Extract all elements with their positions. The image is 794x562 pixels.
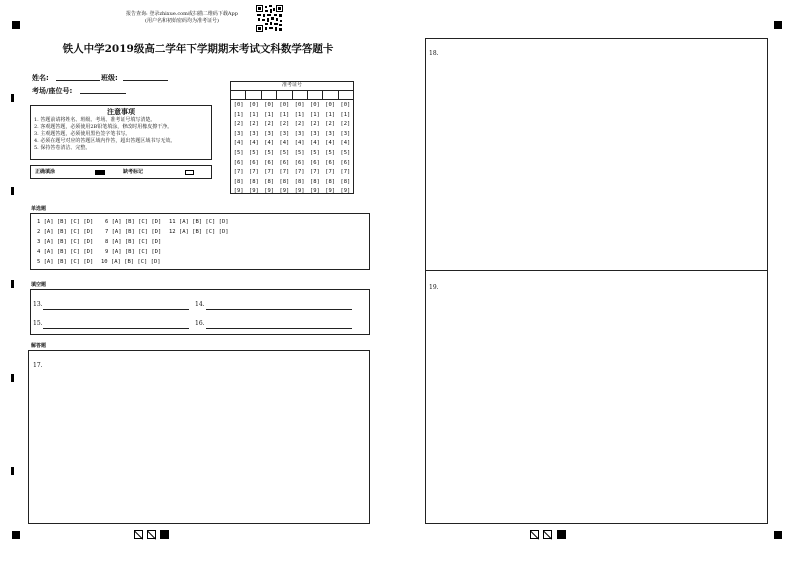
- exam-id-bubble[interactable]: [9]: [325, 188, 336, 195]
- exam-id-bubble[interactable]: [3]: [325, 130, 336, 137]
- corner-mark-tr: [774, 21, 782, 29]
- absent-mark-checkbox[interactable]: [185, 170, 194, 175]
- exam-id-column[interactable]: [247, 101, 261, 197]
- mc-question-4[interactable]: 4 [A] [B] [C] [D]: [37, 249, 94, 255]
- name-label: 姓名:: [32, 74, 49, 82]
- exam-id-bubble[interactable]: [7]: [294, 169, 305, 176]
- exam-id-bubble[interactable]: [8]: [264, 178, 275, 185]
- page-marker-slash-icon: [134, 530, 143, 539]
- mc-question-10[interactable]: 10 [A] [B] [C] [D]: [101, 259, 161, 265]
- exam-id-box: [230, 81, 354, 194]
- corner-mark-br: [774, 531, 782, 539]
- absent-mark-label: 缺考标记: [123, 169, 144, 175]
- exam-id-bubble[interactable]: [6]: [233, 159, 244, 166]
- exam-id-bubble[interactable]: [9]: [279, 188, 290, 195]
- exam-id-bubble[interactable]: [6]: [264, 159, 275, 166]
- fill-blank-box: [30, 289, 370, 335]
- exam-id-bubble[interactable]: [4]: [279, 140, 290, 147]
- exam-id-bubble[interactable]: [6]: [279, 159, 290, 166]
- exam-id-bubble[interactable]: [2]: [279, 121, 290, 128]
- exam-id-bubble[interactable]: [2]: [233, 121, 244, 128]
- exam-id-bubble[interactable]: [9]: [248, 188, 259, 195]
- room-seat-field[interactable]: [80, 93, 126, 94]
- exam-id-column[interactable]: [277, 101, 291, 197]
- exam-id-bubble[interactable]: [0]: [279, 102, 290, 108]
- q16-label: 16.: [195, 320, 205, 327]
- q13-answer-line[interactable]: [43, 309, 189, 310]
- exam-id-bubble[interactable]: [8]: [248, 178, 259, 185]
- exam-id-bubble[interactable]: [9]: [309, 188, 320, 195]
- mc-question-2[interactable]: 2 [A] [B] [C] [D]: [37, 229, 94, 235]
- exam-id-bubble[interactable]: [4]: [233, 140, 244, 147]
- exam-id-bubble[interactable]: [7]: [264, 169, 275, 176]
- page-marker-solid-icon: [160, 530, 169, 539]
- exam-id-bubble[interactable]: [2]: [294, 121, 305, 128]
- mc-question-9[interactable]: 9 [A] [B] [C] [D]: [105, 249, 162, 255]
- exam-id-bubble[interactable]: [1]: [233, 111, 244, 118]
- download-note-line2: (用户名和初始密码均为准考证号): [145, 18, 219, 24]
- mc-question-3[interactable]: 3 [A] [B] [C] [D]: [37, 239, 94, 245]
- mc-question-6[interactable]: 6 [A] [B] [C] [D]: [105, 219, 162, 225]
- download-note: [112, 11, 252, 25]
- exam-id-bubble[interactable]: [5]: [264, 149, 275, 156]
- exam-id-bubble[interactable]: [5]: [294, 149, 305, 156]
- exam-id-bubble[interactable]: [4]: [325, 140, 336, 147]
- answer-section-label: 解答题: [31, 343, 47, 349]
- notice-item: 5. 保持答卷清洁、完整。: [34, 145, 91, 151]
- exam-id-bubble[interactable]: [5]: [233, 149, 244, 156]
- page-title: 铁人中学2019级高二学年下学期期末考试文科数学答题卡: [62, 43, 334, 55]
- exam-id-bubble[interactable]: [7]: [325, 169, 336, 176]
- q19-label: 19.: [429, 284, 439, 291]
- exam-id-bubble[interactable]: [3]: [248, 130, 259, 137]
- q16-answer-line[interactable]: [206, 328, 352, 329]
- exam-id-bubble[interactable]: [0]: [294, 102, 305, 108]
- exam-id-bubble[interactable]: [1]: [309, 111, 320, 118]
- fill-blank-section-label: 填空题: [31, 282, 47, 288]
- class-field[interactable]: [123, 80, 168, 81]
- exam-id-bubble[interactable]: [2]: [309, 121, 320, 128]
- page-marker-slash-icon: [543, 530, 552, 539]
- exam-id-bubbles[interactable]: [231, 101, 353, 197]
- exam-id-title: 准考证号: [231, 82, 353, 91]
- exam-id-bubble[interactable]: [6]: [294, 159, 305, 166]
- exam-id-bubble[interactable]: [7]: [279, 169, 290, 176]
- corner-mark-tl: [12, 21, 20, 29]
- q19-answer-box[interactable]: [425, 271, 768, 524]
- q13-label: 13.: [33, 301, 43, 308]
- q17-answer-box[interactable]: [28, 350, 370, 524]
- class-label: 班级:: [101, 74, 118, 82]
- correct-fill-label: 正确填涂: [35, 169, 56, 175]
- exam-id-bubble[interactable]: [8]: [325, 178, 336, 185]
- exam-id-bubble[interactable]: [2]: [340, 121, 351, 128]
- notice-box: [30, 105, 212, 160]
- exam-id-bubble[interactable]: [4]: [264, 140, 275, 147]
- exam-id-bubble[interactable]: [1]: [340, 111, 351, 118]
- exam-id-bubble[interactable]: [9]: [264, 188, 275, 195]
- q15-answer-line[interactable]: [43, 328, 189, 329]
- exam-id-bubble[interactable]: [4]: [309, 140, 320, 147]
- q18-answer-box[interactable]: [425, 38, 768, 271]
- exam-id-bubble[interactable]: [7]: [248, 169, 259, 176]
- timing-mark: [11, 467, 14, 475]
- exam-id-bubble[interactable]: [7]: [233, 169, 244, 176]
- exam-id-bubble[interactable]: [0]: [340, 102, 351, 108]
- exam-id-bubble[interactable]: [3]: [233, 130, 244, 137]
- exam-id-bubble[interactable]: [3]: [279, 130, 290, 137]
- exam-id-bubble[interactable]: [4]: [340, 140, 351, 147]
- exam-id-bubble[interactable]: [8]: [309, 178, 320, 185]
- exam-id-column[interactable]: [308, 101, 322, 197]
- exam-id-bubble[interactable]: [8]: [233, 178, 244, 185]
- mc-section-label: 单选题: [31, 206, 47, 212]
- exam-id-bubble[interactable]: [2]: [325, 121, 336, 128]
- q15-label: 15.: [33, 320, 43, 327]
- exam-id-bubble[interactable]: [3]: [264, 130, 275, 137]
- exam-id-bubble[interactable]: [6]: [309, 159, 320, 166]
- exam-id-bubble[interactable]: [0]: [325, 102, 336, 108]
- exam-id-bubble[interactable]: [4]: [294, 140, 305, 147]
- mc-question-7[interactable]: 7 [A] [B] [C] [D]: [105, 229, 162, 235]
- q14-answer-line[interactable]: [206, 309, 352, 310]
- exam-id-bubble[interactable]: [5]: [340, 149, 351, 156]
- exam-id-bubble[interactable]: [6]: [248, 159, 259, 166]
- exam-id-bubble[interactable]: [8]: [294, 178, 305, 185]
- download-note-line1: 报告查询: 登录zhixue.com或扫描二维码下载App: [126, 11, 238, 17]
- exam-id-column[interactable]: [262, 101, 276, 197]
- exam-id-column[interactable]: [232, 101, 246, 197]
- exam-id-bubble[interactable]: [8]: [340, 178, 351, 185]
- mc-box: [30, 213, 370, 270]
- fill-example-box: [30, 165, 212, 179]
- exam-id-bubble[interactable]: [4]: [248, 140, 259, 147]
- page-marker-slash-icon: [530, 530, 539, 539]
- exam-id-bubble[interactable]: [3]: [294, 130, 305, 137]
- exam-id-bubble[interactable]: [9]: [294, 188, 305, 195]
- exam-id-bubble[interactable]: [6]: [325, 159, 336, 166]
- room-seat-label: 考场/座位号:: [32, 87, 73, 95]
- q18-label: 18.: [429, 50, 439, 57]
- exam-id-bubble[interactable]: [3]: [309, 130, 320, 137]
- exam-id-bubble[interactable]: [1]: [325, 111, 336, 118]
- notice-item: 4. 必须在题号对应的答题区域内作答，超出答题区域书写无效。: [34, 138, 176, 144]
- exam-id-write-row[interactable]: [231, 91, 353, 100]
- notice-item: 3. 主观题答题，必须使用黑色签字笔书写。: [34, 131, 131, 137]
- exam-id-bubble[interactable]: [0]: [248, 102, 259, 108]
- exam-id-bubble[interactable]: [9]: [340, 188, 351, 195]
- page-marker-slash-icon: [147, 530, 156, 539]
- correct-fill-sample: [95, 170, 105, 175]
- mc-question-5[interactable]: 5 [A] [B] [C] [D]: [37, 259, 94, 265]
- mc-question-8[interactable]: 8 [A] [B] [C] [D]: [105, 239, 162, 245]
- exam-id-bubble[interactable]: [1]: [294, 111, 305, 118]
- timing-mark: [11, 374, 14, 382]
- notice-item: 1. 答题前请将姓名、班级、考场、准考证号填写清楚。: [34, 117, 156, 123]
- notice-title: 注意事项: [107, 108, 135, 116]
- exam-id-bubble[interactable]: [2]: [264, 121, 275, 128]
- exam-id-bubble[interactable]: [3]: [340, 130, 351, 137]
- name-field[interactable]: [56, 80, 100, 81]
- exam-id-bubble[interactable]: [5]: [325, 149, 336, 156]
- exam-id-bubble[interactable]: [0]: [233, 102, 244, 108]
- mc-question-1[interactable]: 1 [A] [B] [C] [D]: [37, 219, 94, 225]
- q14-label: 14.: [195, 301, 205, 308]
- qr-code-icon[interactable]: [256, 5, 283, 32]
- exam-id-bubble[interactable]: [7]: [340, 169, 351, 176]
- exam-id-bubble[interactable]: [5]: [279, 149, 290, 156]
- exam-id-bubble[interactable]: [5]: [309, 149, 320, 156]
- exam-id-bubble[interactable]: [7]: [309, 169, 320, 176]
- mc-question-12[interactable]: 12 [A] [B] [C] [D]: [169, 229, 229, 235]
- timing-mark: [11, 94, 14, 102]
- corner-mark-bl: [12, 531, 20, 539]
- exam-id-bubble[interactable]: [0]: [309, 102, 320, 108]
- q17-label: 17.: [33, 362, 43, 369]
- exam-id-bubble[interactable]: [9]: [233, 188, 244, 195]
- exam-id-column[interactable]: [293, 101, 307, 197]
- exam-id-column[interactable]: [323, 101, 337, 197]
- exam-id-bubble[interactable]: [2]: [248, 121, 259, 128]
- mc-question-11[interactable]: 11 [A] [B] [C] [D]: [169, 219, 229, 225]
- timing-mark: [11, 280, 14, 288]
- exam-id-bubble[interactable]: [8]: [279, 178, 290, 185]
- timing-mark: [11, 187, 14, 195]
- notice-item: 2. 客观题答题，必须使用2B铅笔填涂，修改时用橡皮擦干净。: [34, 124, 173, 130]
- exam-id-bubble[interactable]: [1]: [248, 111, 259, 118]
- exam-id-bubble[interactable]: [1]: [264, 111, 275, 118]
- page-marker-solid-icon: [557, 530, 566, 539]
- exam-id-bubble[interactable]: [0]: [264, 102, 275, 108]
- exam-id-column[interactable]: [338, 101, 352, 197]
- exam-id-bubble[interactable]: [1]: [279, 111, 290, 118]
- exam-id-bubble[interactable]: [5]: [248, 149, 259, 156]
- exam-id-bubble[interactable]: [6]: [340, 159, 351, 166]
